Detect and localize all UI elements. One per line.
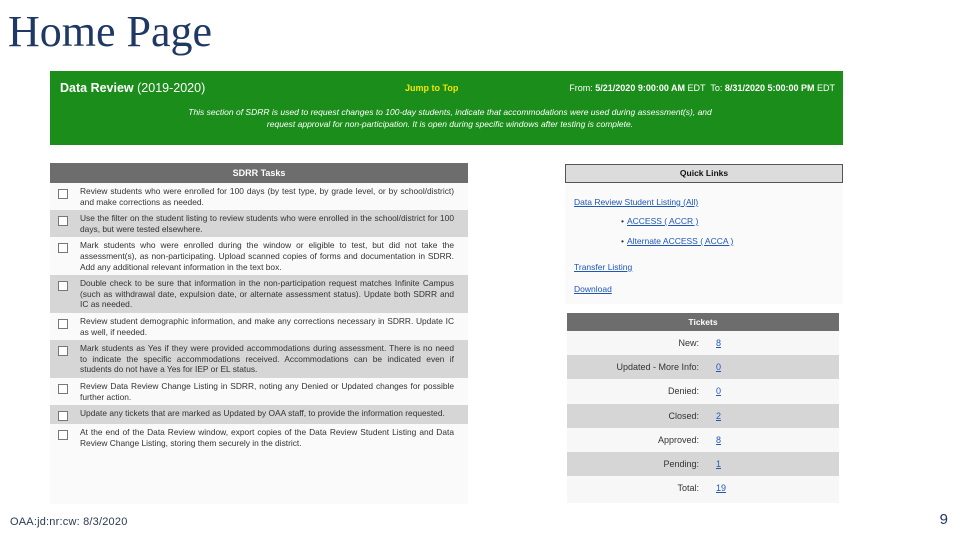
- data-review-banner: [50, 71, 843, 145]
- ticket-count-link[interactable]: 2: [716, 410, 722, 421]
- ticket-row-approved: [567, 428, 839, 452]
- quick-links-panel: [565, 164, 843, 304]
- task-checkbox[interactable]: [58, 319, 68, 329]
- ticket-count-link[interactable]: 1: [716, 459, 722, 470]
- task-text: Review Data Review Change Listing in SDRR, noting any Denied or Updated changes for possible further action.: [80, 380, 454, 402]
- ticket-label: Closed:: [668, 410, 699, 421]
- ticket-count-link[interactable]: 0: [716, 386, 722, 397]
- task-text: Review students who were enrolled for 100 days (by test type, by grade level, or by school/district) and make corrections as needed.: [80, 186, 454, 207]
- to-date: 8/31/2020 5:00:00 PM: [724, 83, 815, 93]
- ticket-row-denied: [567, 379, 839, 403]
- from-date: 5/21/2020 9:00:00 AM: [595, 83, 686, 93]
- task-text: Mark students as Yes if they were provided accommodations during assessment. There is no need to indicate the specific accommodations received. Accommodations can be indicated even if students do not have a Yes for IEP or EL status.: [80, 343, 454, 375]
- slide-title: Home Page: [8, 7, 213, 56]
- ticket-label: New:: [678, 338, 699, 349]
- task-row: [50, 210, 468, 237]
- transfer-listing-link[interactable]: Transfer Listing: [574, 262, 633, 272]
- access-link-item: • ACCESS ( ACCR ): [621, 216, 699, 226]
- student-listing-link[interactable]: Data Review Student Listing (All): [574, 197, 699, 207]
- task-row: [50, 183, 468, 210]
- ticket-label: Updated - More Info:: [616, 362, 699, 373]
- task-row: [50, 275, 468, 313]
- task-text: Update any tickets that are marked as Updated by OAA staff, to provide the information requested.: [80, 408, 445, 419]
- ticket-count-link[interactable]: 8: [716, 434, 722, 445]
- task-row: [50, 378, 468, 405]
- task-checkbox[interactable]: [58, 281, 68, 291]
- tickets-header: Tickets: [567, 313, 839, 331]
- task-checkbox[interactable]: [58, 411, 68, 421]
- quick-links-header: Quick Links: [565, 164, 843, 183]
- review-window-dates: From: 5/21/2020 9:00:00 AM EDT To: 8/31/2020 5:00:00 PM EDT: [569, 83, 835, 93]
- task-checkbox[interactable]: [58, 346, 68, 356]
- slide-footer: OAA:jd:nr:cw: 8/3/2020: [10, 516, 128, 528]
- task-checkbox[interactable]: [58, 189, 68, 199]
- banner-title: [60, 81, 205, 95]
- task-checkbox[interactable]: [58, 430, 68, 440]
- task-row: [50, 237, 468, 275]
- ticket-row-total: [567, 476, 839, 500]
- ticket-label: Total:: [677, 483, 699, 494]
- banner-description: This section of SDRR is used to request changes to 100-day students, indicate that accommodations were used during assessment(s), and request approval for non-participation. It is open during specific windows after testing is complete.: [188, 107, 712, 129]
- task-checkbox[interactable]: [58, 384, 68, 394]
- ticket-row-pending: [567, 452, 839, 476]
- ticket-row-closed: [567, 404, 839, 428]
- ticket-label: Pending:: [663, 459, 699, 470]
- task-checkbox[interactable]: [58, 216, 68, 226]
- task-row: [50, 405, 468, 424]
- sdrr-tasks-header: SDRR Tasks: [50, 163, 468, 183]
- task-text: Use the filter on the student listing to review students who were enrolled in the school/district for 100 days, but were tested elsewhere.: [80, 213, 454, 234]
- download-link[interactable]: Download: [574, 284, 612, 294]
- task-checkbox[interactable]: [58, 243, 68, 253]
- task-text: Review student demographic information, and make any corrections necessary in SDRR. Update IC as well, if needed.: [80, 315, 454, 337]
- ticket-row-updated: [567, 355, 839, 379]
- sdrr-tasks-panel: [50, 163, 468, 504]
- task-text: At the end of the Data Review window, export copies of the Data Review Student Listing and Data Review Change Listing, storing them securely in the district.: [80, 427, 454, 448]
- alternate-access-link[interactable]: Alternate ACCESS ( ACCA ): [626, 236, 734, 246]
- ticket-count-link[interactable]: 19: [716, 483, 727, 494]
- access-link[interactable]: ACCESS ( ACCR ): [626, 216, 699, 226]
- jump-to-top-link[interactable]: Jump to Top: [405, 83, 459, 93]
- task-text: Mark students who were enrolled during the window or eligible to test, but did not take the assessment(s), as non-participating. Upload scanned copies of forms and documentation in SDRR. Add any additional relevant information in the text box.: [80, 240, 454, 272]
- banner-year: (2019-2020): [137, 81, 206, 95]
- task-row: [50, 424, 468, 451]
- task-text: Double check to be sure that information in the non-participation request matches Infinite Campus (such as withdrawal date, expulsion date, or alternate assessment status). Update both SDRR and IC as needed.: [80, 278, 454, 310]
- banner-title-text: Data Review: [60, 81, 134, 95]
- task-row: [50, 340, 468, 378]
- ticket-label: Approved:: [657, 434, 699, 445]
- ticket-count-link[interactable]: 0: [716, 362, 722, 373]
- tickets-panel: [567, 313, 839, 503]
- page-number: 9: [939, 511, 948, 528]
- ticket-label: Denied:: [667, 386, 699, 397]
- alt-access-link-item: • Alternate ACCESS ( ACCA ): [621, 236, 734, 246]
- task-row: [50, 313, 468, 340]
- ticket-count-link[interactable]: 8: [716, 338, 722, 349]
- ticket-row-new: [567, 331, 839, 355]
